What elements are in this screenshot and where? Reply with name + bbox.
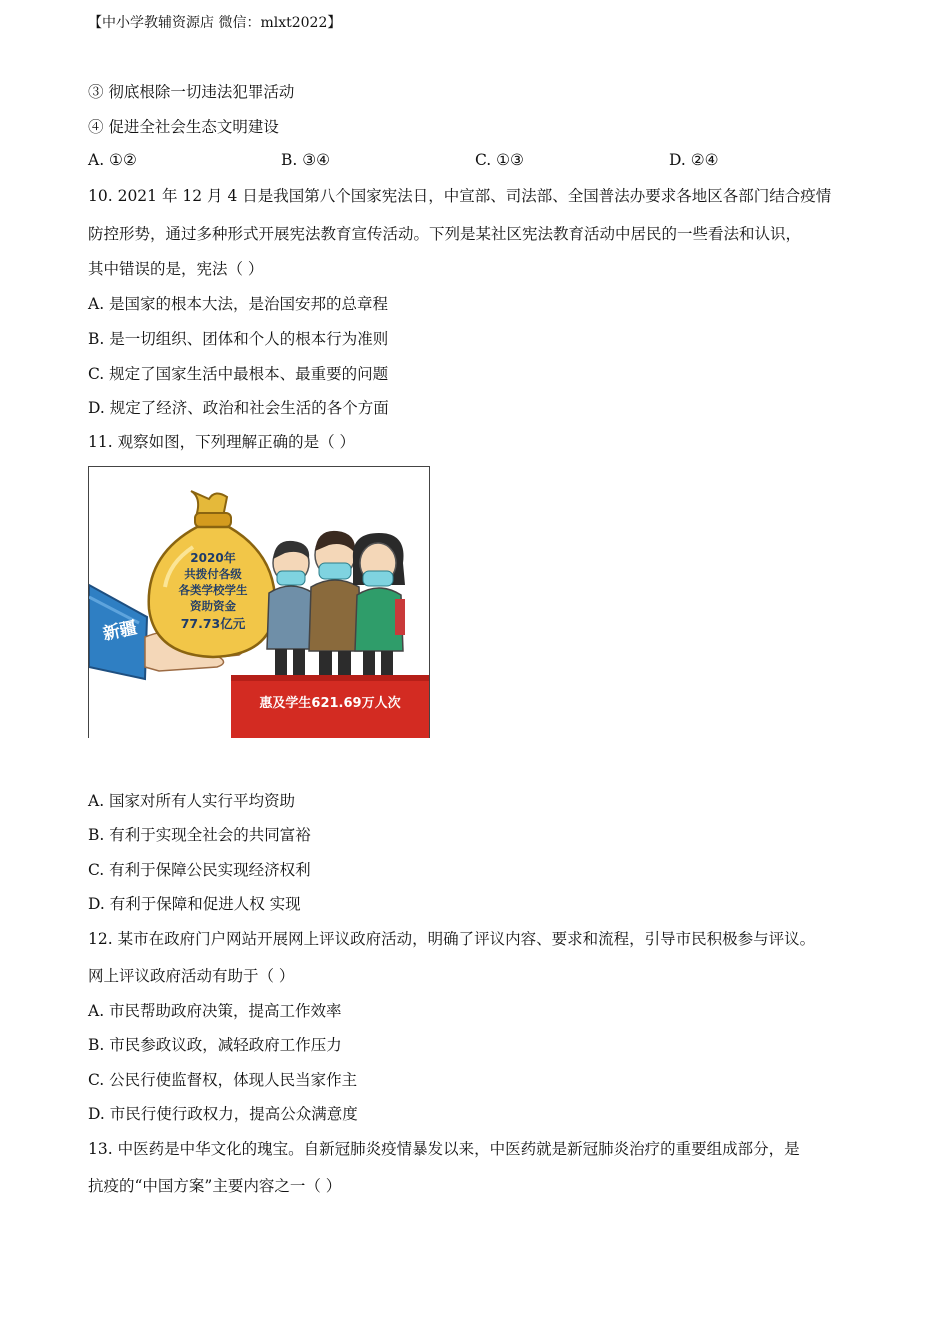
- q12-stem-line1: 12. 某市在政府门户网站开展网上评议政府活动，明确了评议内容、要求和流程，引导市民积极参与评议。: [88, 930, 816, 948]
- option-item-4: ④ 促进全社会生态文明建设: [88, 118, 279, 136]
- q10-stem-line1: 10. 2021 年 12 月 4 日是我国第八个国家宪法日，中宣部、司法部、全国普法办要求各地区各部门结合疫情: [88, 187, 832, 205]
- q10-choice-d[interactable]: D. 规定了经济、政治和社会生活的各个方面: [88, 399, 389, 417]
- q11-choice-c[interactable]: C. 有利于保障公民实现经济权利: [88, 861, 311, 879]
- podium: [231, 675, 429, 738]
- q12-choice-a[interactable]: A. 市民帮助政府决策，提高工作效率: [88, 1002, 342, 1020]
- q10-choice-c[interactable]: C. 规定了国家生活中最根本、最重要的问题: [88, 365, 389, 383]
- svg-text:资助资金: 资助资金: [190, 599, 236, 613]
- q11-stem: 11. 观察如图，下列理解正确的是（ ）: [88, 433, 356, 451]
- q10-stem-line2: 防控形势，通过多种形式开展宪法教育宣传活动。下列是某社区宪法教育活动中居民的一些看法和认识，: [88, 225, 802, 243]
- q12-stem-line2: 网上评议政府活动有助于（ ）: [88, 967, 295, 985]
- q9-choice-c[interactable]: C. ①③: [475, 151, 524, 169]
- student-left: [267, 541, 315, 675]
- q12-choice-c[interactable]: C. 公民行使监督权，体现人民当家作主: [88, 1071, 358, 1089]
- q9-choices: [88, 151, 848, 171]
- svg-text:惠及学生621.69万人次: 惠及学生621.69万人次: [259, 696, 401, 711]
- page-header: 【中小学教辅资源店 微信：mlxt2022】: [88, 15, 342, 31]
- svg-text:各类学校学生: 各类学校学生: [178, 583, 248, 597]
- q11-choice-a[interactable]: A. 国家对所有人实行平均资助: [88, 792, 296, 810]
- q12-choice-d[interactable]: D. 市民行使行政权力，提高公众满意度: [88, 1105, 358, 1123]
- q11-choice-d[interactable]: D. 有利于保障和促进人权 实现: [88, 895, 301, 913]
- q9-choice-b[interactable]: B. ③④: [281, 151, 331, 169]
- svg-text:新疆: 新疆: [101, 618, 139, 645]
- student-right: [353, 533, 405, 677]
- money-bag: [149, 491, 275, 657]
- option-item-3: ③ 彻底根除一切违法犯罪活动: [88, 83, 295, 101]
- svg-text:共拨付各级: 共拨付各级: [184, 567, 242, 581]
- svg-text:2020年: 2020年: [190, 551, 236, 565]
- q12-choice-b[interactable]: B. 市民参政议政，减轻政府工作压力: [88, 1036, 342, 1054]
- q10-stem-line3: 其中错误的是，宪法（ ）: [88, 260, 264, 278]
- svg-text:77.73亿元: 77.73亿元: [180, 616, 246, 631]
- q11-illustration: [88, 466, 430, 738]
- q10-choice-b[interactable]: B. 是一切组织、团体和个人的根本行为准则: [88, 330, 389, 348]
- q13-stem-line1: 13. 中医药是中华文化的瑰宝。自新冠肺炎疫情暴发以来，中医药就是新冠肺炎治疗的重要组成部分，是: [88, 1140, 800, 1158]
- q9-choice-a[interactable]: A. ①②: [88, 151, 137, 169]
- q9-choice-d[interactable]: D. ②④: [669, 151, 719, 169]
- q13-stem-line2: 抗疫的“中国方案”主要内容之一（ ）: [88, 1177, 342, 1195]
- q11-choice-b[interactable]: B. 有利于实现全社会的共同富裕: [88, 826, 311, 844]
- q10-choice-a[interactable]: A. 是国家的根本大法，是治国安邦的总章程: [88, 295, 389, 313]
